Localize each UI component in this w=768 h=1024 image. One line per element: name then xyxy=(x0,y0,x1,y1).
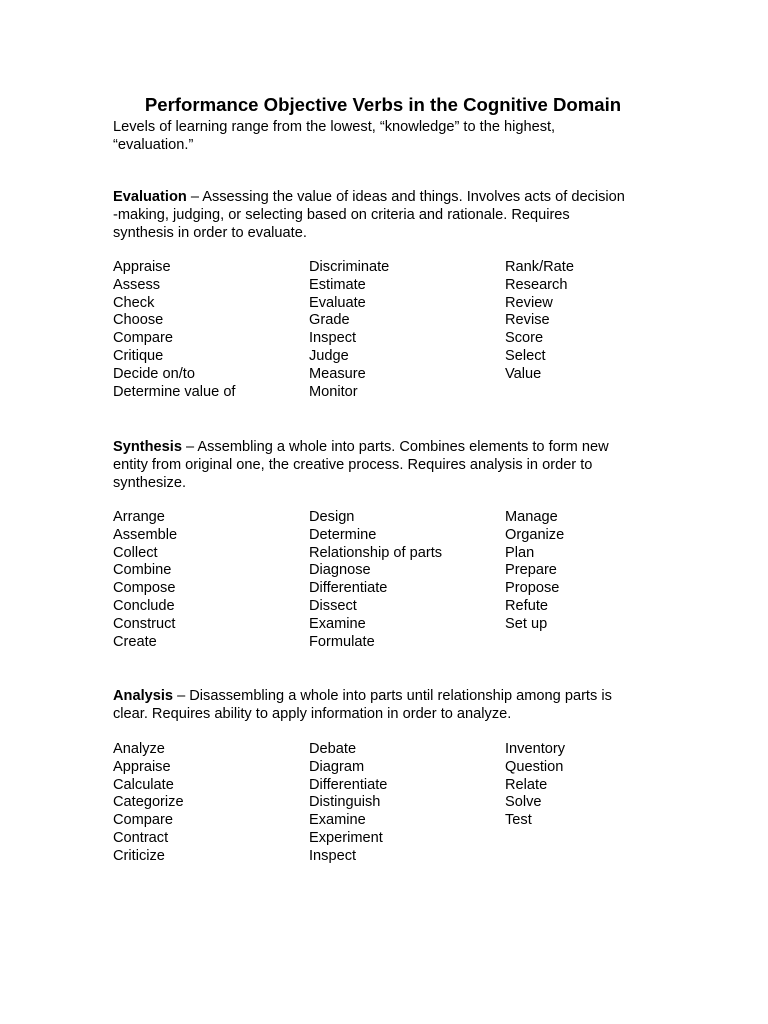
verb-item: Estimate xyxy=(309,276,366,293)
verb-item: Judge xyxy=(309,347,349,364)
verb-item: Score xyxy=(505,330,544,347)
verb-item: Evaluate xyxy=(309,294,366,311)
verb-item: Contract xyxy=(113,829,169,846)
verb-item: Assess xyxy=(113,276,161,293)
verb-item: Collect xyxy=(113,544,158,561)
verb-item: Inventory xyxy=(505,741,566,757)
verb-item: Research xyxy=(505,276,568,293)
verb-item: Value xyxy=(505,365,542,382)
verb-item: Examine xyxy=(309,812,366,829)
synthesis-column-1 xyxy=(113,509,177,651)
evaluation-description xyxy=(113,188,658,242)
verb-item: Manage xyxy=(505,509,558,525)
verb-item: Question xyxy=(505,758,564,775)
synthesis-description xyxy=(113,438,658,492)
synthesis-column-3 xyxy=(505,509,564,634)
verb-item: Diagram xyxy=(309,758,365,775)
verb-item: Select xyxy=(505,347,546,364)
analysis-column-3 xyxy=(505,741,565,830)
evaluation-desc-line-1-text: – Assessing the value of ideas and things. Involves acts of decision xyxy=(186,189,625,205)
verb-item: Inspect xyxy=(309,330,357,347)
analysis-desc-line-1 xyxy=(113,687,658,705)
evaluation-desc-line-3: synthesis in order to evaluate. xyxy=(113,225,307,241)
verb-item: Analyze xyxy=(113,741,165,757)
evaluation-column-2 xyxy=(309,259,389,401)
verb-item: Experiment xyxy=(309,829,383,846)
verb-item: Calculate xyxy=(113,776,174,793)
verb-item: Appraise xyxy=(113,758,171,775)
verb-item: Relate xyxy=(505,776,548,793)
verb-item: Design xyxy=(309,509,355,525)
verb-item: Discriminate xyxy=(309,259,390,275)
verb-item: Categorize xyxy=(113,794,184,811)
verb-item: Decide on/to xyxy=(113,365,195,382)
verb-item: Determine xyxy=(309,526,377,543)
verb-item: Compare xyxy=(113,812,174,829)
verb-item: Compose xyxy=(113,580,176,597)
intro-line-2: “evaluation.” xyxy=(113,137,194,153)
verb-item: Inspect xyxy=(309,847,357,864)
synthesis-heading: Synthesis xyxy=(113,439,182,455)
verb-item: Examine xyxy=(309,615,366,632)
analysis-desc-line-1-text: – Disassembling a whole into parts until relationship among parts is xyxy=(173,688,612,704)
analysis-description xyxy=(113,687,658,723)
evaluation-heading: Evaluation xyxy=(113,189,187,205)
verb-item: Refute xyxy=(505,597,548,614)
verb-item: Differentiate xyxy=(309,776,388,793)
verb-item: Determine value of xyxy=(113,383,236,400)
verb-item: Create xyxy=(113,633,157,650)
intro-line-1: Levels of learning range from the lowest, “knowledge” to the highest, xyxy=(113,119,556,135)
verb-item: Organize xyxy=(505,526,565,543)
verb-item: Grade xyxy=(309,312,350,329)
verb-item: Plan xyxy=(505,544,535,561)
verb-item: Monitor xyxy=(309,383,358,400)
synthesis-column-2 xyxy=(309,509,442,651)
synthesis-desc-line-3: synthesize. xyxy=(113,475,187,491)
verb-item: Dissect xyxy=(309,597,357,614)
verb-item: Review xyxy=(505,294,553,311)
verb-item: Assemble xyxy=(113,526,178,543)
verb-item: Revise xyxy=(505,312,550,329)
analysis-column-1 xyxy=(113,741,184,866)
verb-item: Distinguish xyxy=(309,794,381,811)
verb-item: Formulate xyxy=(309,633,375,650)
verb-item: Criticize xyxy=(113,847,165,864)
verb-item: Choose xyxy=(113,312,164,329)
verb-item: Compare xyxy=(113,330,174,347)
verb-item: Prepare xyxy=(505,562,557,579)
verb-item: Appraise xyxy=(113,259,171,275)
verb-item: Propose xyxy=(505,580,560,597)
verb-item: Measure xyxy=(309,365,366,382)
analysis-desc-line-2: clear. Requires ability to apply information in order to analyze. xyxy=(113,706,512,722)
verb-item: Solve xyxy=(505,794,542,811)
verb-item: Differentiate xyxy=(309,580,388,597)
analysis-heading: Analysis xyxy=(113,688,174,704)
verb-item: Set up xyxy=(505,615,548,632)
synthesis-desc-line-1-text: – Assembling a whole into parts. Combines elements to form new xyxy=(181,439,609,455)
analysis-column-2 xyxy=(309,741,387,866)
evaluation-column-3 xyxy=(505,259,574,384)
verb-item: Check xyxy=(113,294,155,311)
page-title: Performance Objective Verbs in the Cognitive Domain xyxy=(144,94,622,115)
verb-item: Critique xyxy=(113,347,164,364)
evaluation-desc-line-2: -making, judging, or selecting based on criteria and rationale. Requires xyxy=(113,207,570,223)
verb-item: Conclude xyxy=(113,597,175,614)
verb-item: Rank/Rate xyxy=(505,259,574,275)
verb-item: Combine xyxy=(113,562,172,579)
verb-item: Diagnose xyxy=(309,562,371,579)
verb-item: Debate xyxy=(309,741,357,757)
verb-item: Test xyxy=(505,812,532,829)
evaluation-column-1 xyxy=(113,259,236,401)
synthesis-desc-line-1 xyxy=(113,438,658,456)
evaluation-desc-line-1 xyxy=(113,188,658,206)
verb-item: Construct xyxy=(113,615,176,632)
verb-item: Relationship of parts xyxy=(309,544,443,561)
synthesis-desc-line-2: entity from original one, the creative process. Requires analysis in order to xyxy=(113,457,593,473)
verb-item: Arrange xyxy=(113,509,165,525)
